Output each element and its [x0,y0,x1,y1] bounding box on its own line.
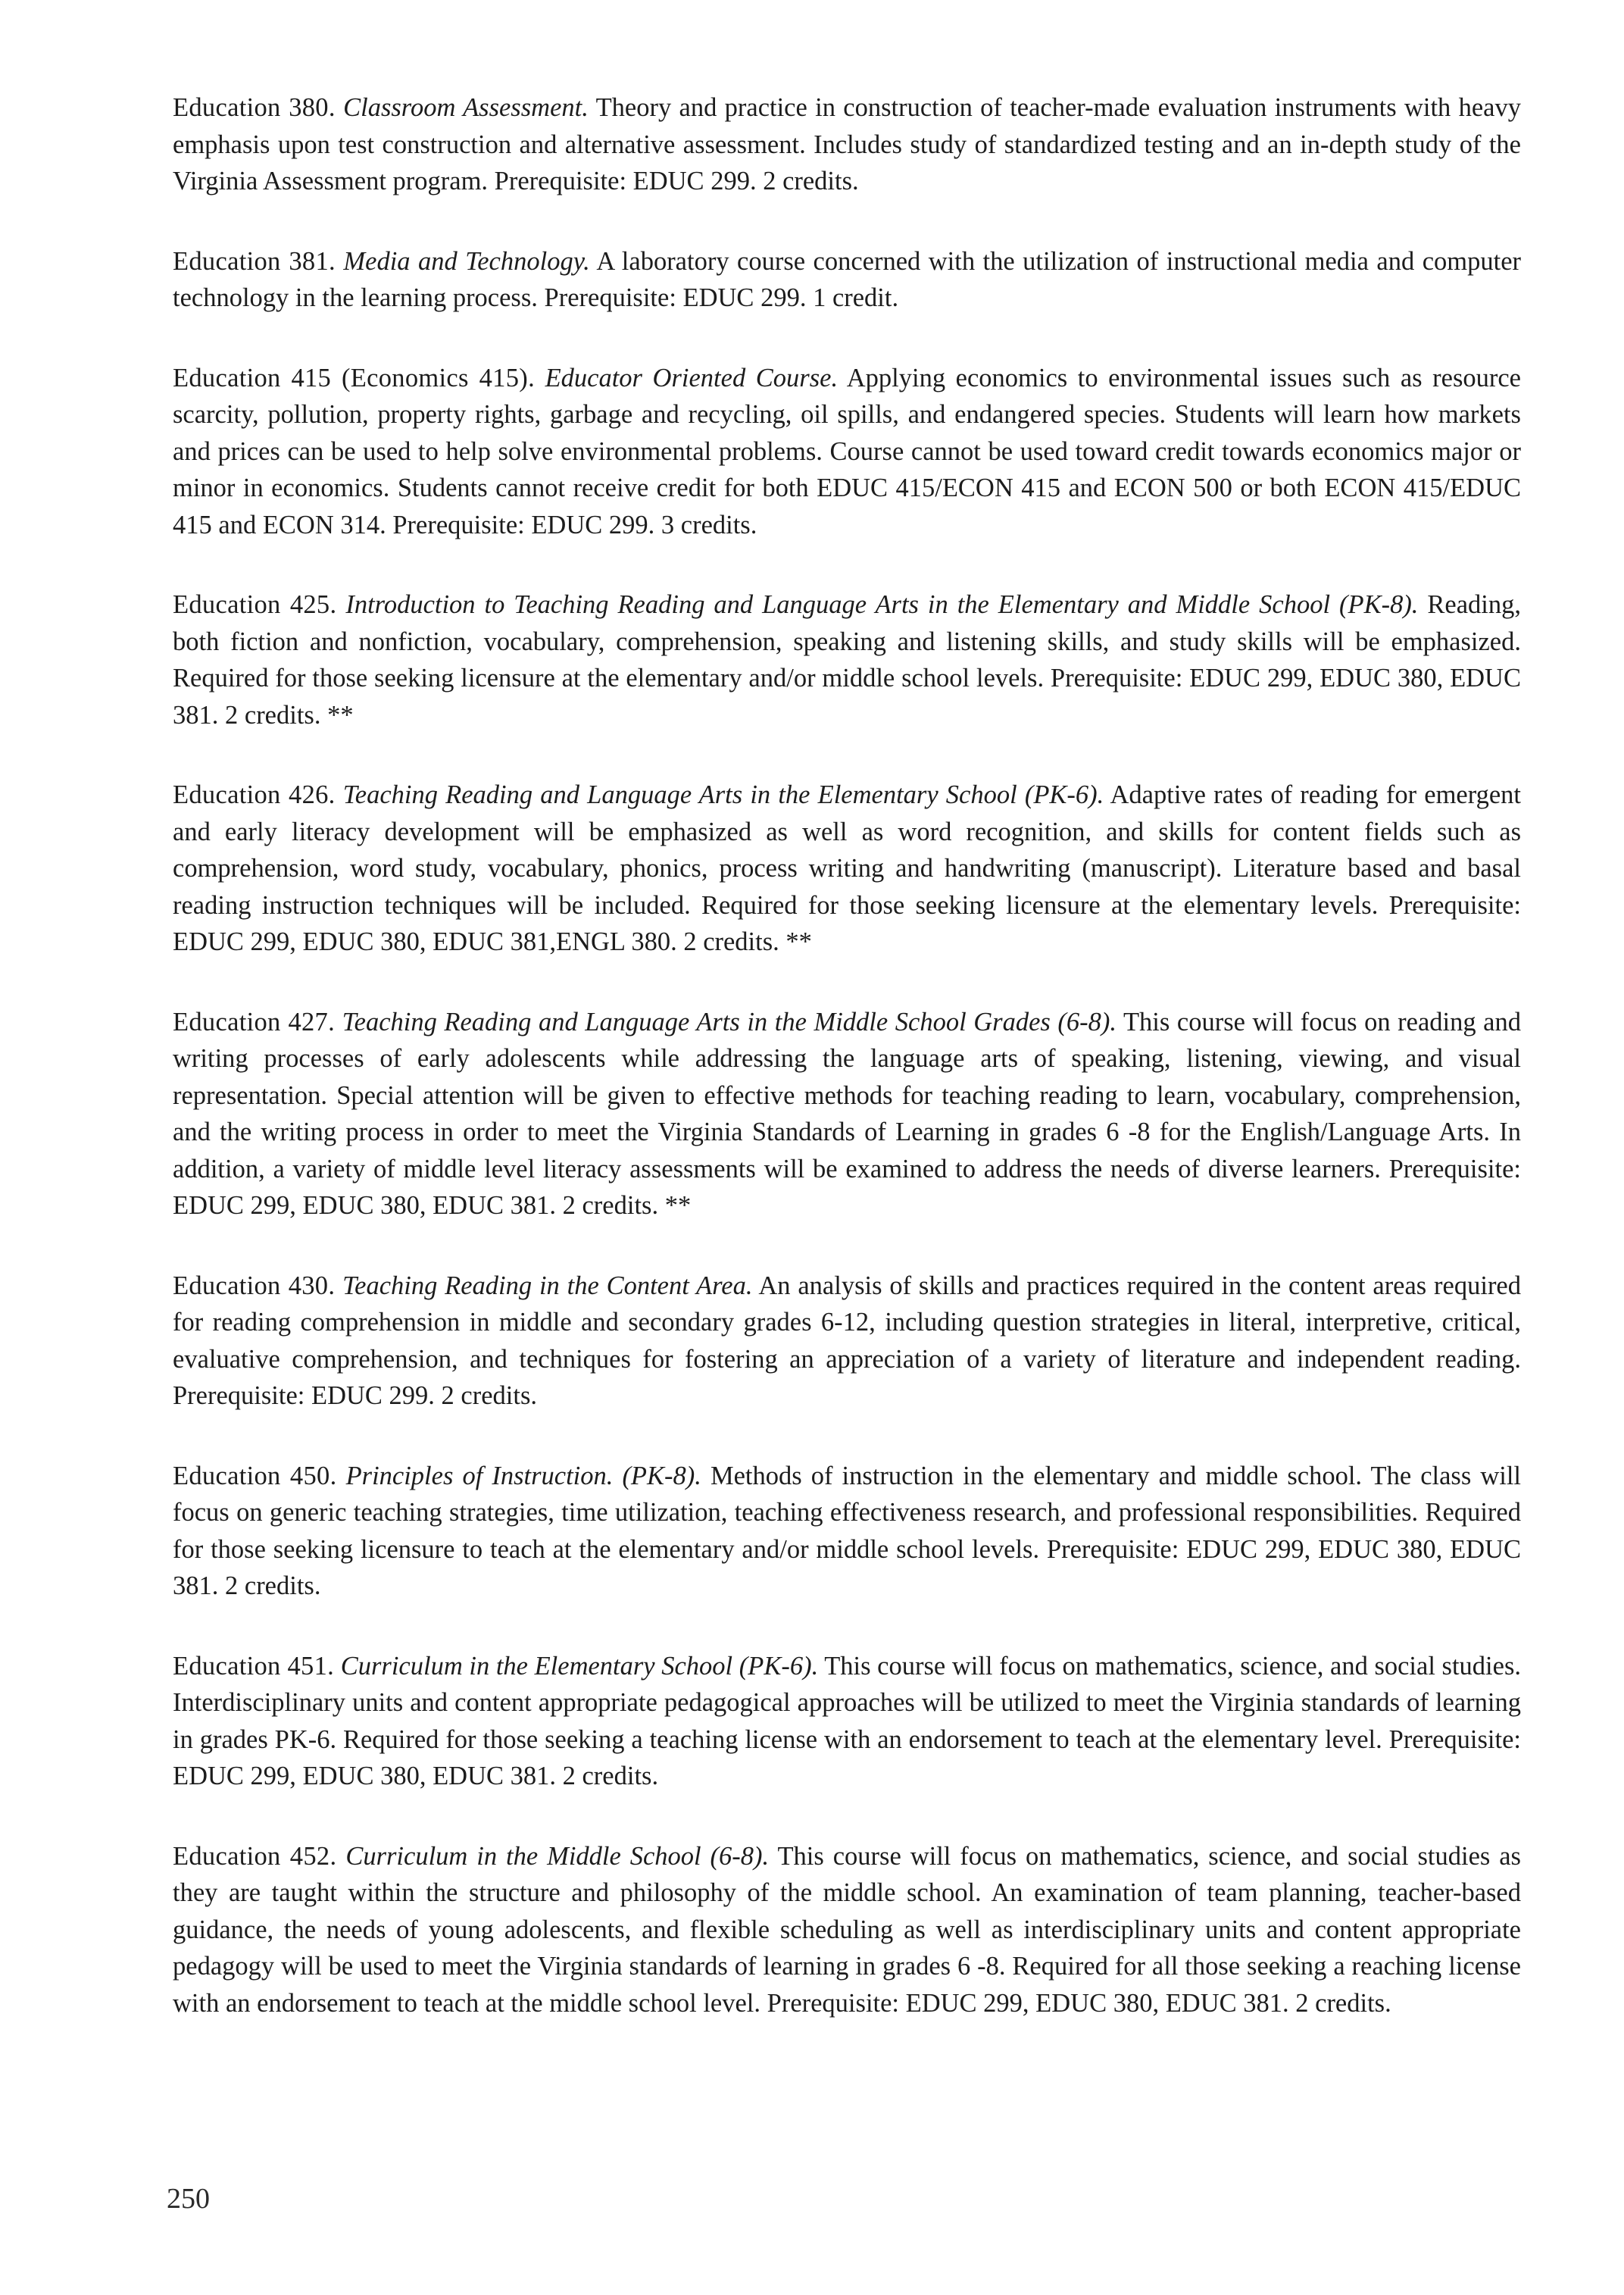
course-title: Teaching Reading in the Content Area. [342,1271,753,1300]
course-title: Media and Technology. [343,246,590,276]
course-code: Education 415 (Economics 415). [173,363,535,392]
course-description: An analysis of skills and practices required in the content areas required for reading comprehension in middle and secondary grades 6-12, including question strategies in literal, interpretive, critical, evaluative comprehension, and techniques for fostering an appreciation of a variety of literature and independent reading. Prerequisite: EDUC 299. 2 credits. [173,1271,1521,1410]
course-entry-educ-430 [173,1268,1521,1415]
course-title: Classroom Assessment. [343,93,589,122]
course-code: Education 425. [173,590,337,619]
course-entry-educ-380 [173,89,1521,200]
course-entry-educ-381 [173,243,1521,317]
course-description: This course will focus on mathematics, science, and social studies as they are taught within the structure and philosophy of the middle school. An examination of team planning, teacher-based guidance, the needs of young adolescents, and flexible scheduling as well as interdisciplinary units and content appropriate pedagogy will be used to meet the Virginia standards of learning in grades 6 -8. Required for all those seeking a reaching license with an endorsement to teach at the middle school level. Prerequisite: EDUC 299, EDUC 380, EDUC 381. 2 credits. [173,1841,1521,2018]
course-title: Teaching Reading and Language Arts in the Middle School Grades (6-8). [342,1007,1117,1037]
course-entry-educ-452 [173,1838,1521,2022]
course-code: Education 450. [173,1461,337,1490]
course-title: Curriculum in the Elementary School (PK-6). [340,1651,819,1681]
course-code: Education 451. [173,1651,335,1681]
course-entry-educ-427 [173,1004,1521,1224]
course-description: This course will focus on reading and writing processes of early adolescents while addressing the language arts of speaking, listening, viewing, and visual representation. Special attention will be given to effective methods for teaching reading to learn, vocabulary, comprehension, and the writing process in order to meet the Virginia Standards of Learning in grades 6 -8 for the English/Language Arts. In addition, a variety of middle level literacy assessments will be examined to address the needs of diverse learners. Prerequisite: EDUC 299, EDUC 380, EDUC 381. 2 credits. ** [173,1007,1521,1220]
course-code: Education 427. [173,1007,336,1037]
course-description: Methods of instruction in the elementary and middle school. The class will focus on generic teaching strategies, time utilization, teaching effectiveness research, and professional responsibilities. Required for those seeking licensure to teach at the elementary and/or middle school levels. Prerequisite: EDUC 299, EDUC 380, EDUC 381. 2 credits. [173,1461,1521,1600]
course-title: Principles of Instruction. (PK-8). [345,1461,701,1490]
course-entry-educ-415 [173,360,1521,544]
course-code: Education 452. [173,1841,337,1871]
page-number: 250 [167,2183,210,2215]
course-entry-educ-425 [173,586,1521,733]
course-entry-educ-450 [173,1458,1521,1605]
course-description: Reading, both fiction and nonfiction, vocabulary, comprehension, speaking and listening skills, and study skills will be emphasized. Required for those seeking licensure at the elementary and/or middle school levels. Prerequisite: EDUC 299, EDUC 380, EDUC 381. 2 credits. ** [173,590,1521,730]
course-title: Educator Oriented Course. [545,363,839,392]
course-description: Adaptive rates of reading for emergent and early literacy development will be emphasized as well as word recognition, and skills for content fields such as comprehension, word study, vocabulary, phonics, process writing and handwriting (manuscript). Literature based and basal reading instruction techniques will be included. Required for those seeking licensure at the elementary levels. Prerequisite: EDUC 299, EDUC 380, EDUC 381,ENGL 380. 2 credits. ** [173,780,1521,956]
course-code: Education 380. [173,93,336,122]
course-description: Theory and practice in construction of teacher-made evaluation instruments with heavy emphasis upon test construction and alternative assessment. Includes study of standardized testing and an in-depth study of the Virginia Assessment program. Prerequisite: EDUC 299. 2 credits. [173,93,1521,195]
course-description: A laboratory course concerned with the utilization of instructional media and computer technology in the learning process. Prerequisite: EDUC 299. 1 credit. [173,246,1521,312]
course-description: This course will focus on mathematics, science, and social studies. Interdisciplinary units and content appropriate pedagogical approaches will be utilized to meet the Virginia standards of learning in grades PK-6. Required for those seeking a teaching license with an endorsement to teach at the elementary level. Prerequisite: EDUC 299, EDUC 380, EDUC 381. 2 credits. [173,1651,1522,1790]
course-description: Applying economics to environmental issues such as resource scarcity, pollution, property rights, garbage and recycling, oil spills, and endangered species. Students will learn how markets and prices can be used to help solve environmental problems. Course cannot be used toward credit towards economics major or minor in economics. Students cannot receive credit for both EDUC 415/ECON 415 and ECON 500 or both ECON 415/EDUC 415 and ECON 314. Prerequisite: EDUC 299. 3 credits. [173,363,1521,539]
course-code: Education 381. [173,246,336,276]
course-code: Education 426. [173,780,336,809]
course-catalog-page [173,89,1521,2065]
course-code: Education 430. [173,1271,336,1300]
course-title: Teaching Reading and Language Arts in the Elementary School (PK-6). [342,780,1104,809]
course-title: Introduction to Teaching Reading and Language Arts in the Elementary and Middle School (PK-8). [345,590,1419,619]
course-entry-educ-426 [173,777,1521,961]
course-title: Curriculum in the Middle School (6-8). [345,1841,770,1871]
course-entry-educ-451 [173,1648,1521,1795]
